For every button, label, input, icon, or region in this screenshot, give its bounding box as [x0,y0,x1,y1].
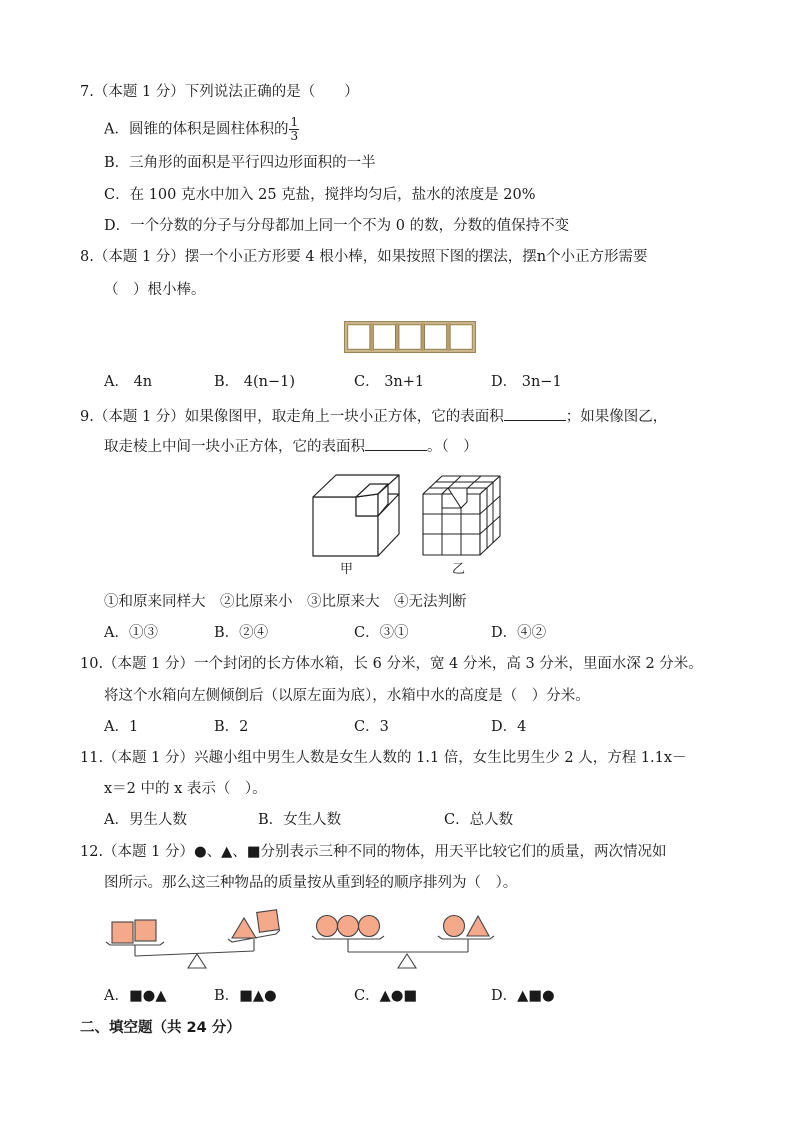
q7-option-d[interactable]: D．一个分数的分子与分母都加上同一个不为 0 的数，分数的值保持不变 [104,218,570,234]
cube-corner-removed-figure [310,472,402,560]
q11-stem-line2: x＝2 中的 x 表示（ ）。 [104,781,267,797]
q9-blank-2[interactable] [365,436,427,451]
q8-option-c[interactable]: C． 3n+1 [354,374,425,390]
figure-label-yi: 乙 [452,562,466,577]
q7-option-a[interactable] [104,116,299,143]
stick-squares-figure [344,320,476,354]
q9-choice-list: ①和原来同样大 ②比原来小 ③比原来大 ④无法判断 [104,594,467,610]
q12-stem-line2: 图所示。那么这三种物品的质量按从重到轻的顺序排列为（ ）。 [104,875,518,891]
q10-option-b[interactable]: B．2 [214,719,249,735]
fraction-one-third: $\frac{1}{3}$ [290,115,299,143]
q9-option-c[interactable]: C．③① [354,625,409,641]
q12-option-a[interactable]: A．■●▲ [104,988,167,1004]
triangle-icon [232,918,256,938]
circle-icon [359,916,380,937]
triangle-icon [467,916,489,936]
q10-option-a[interactable]: A．1 [104,719,139,735]
q12-stem-line1: 12.（本题 1 分）●、▲、■分别表示三种不同的物体，用天平比较它们的质量，两次情况如 [80,844,667,860]
circle-icon [444,916,465,937]
q9-stem-line1: 9.（本题 1 分）如果像图甲，取走角上一块小正方体，它的表面积 ；如果像图乙， [80,406,667,427]
q7-stem: 7.（本题 1 分）下列说法正确的是（ ） [80,84,359,100]
q10-option-c[interactable]: C．3 [354,719,389,735]
q11-option-c[interactable]: C．总人数 [444,812,514,828]
q10-option-d[interactable]: D．4 [491,719,527,735]
q10-stem-line2: 将这个水箱向左侧倾倒后（以原左面为底），水箱中水的高度是（ ）分米。 [104,688,590,704]
balance-scale-1 [104,906,286,972]
q7-option-c[interactable]: C．在 100 克水中加入 25 克盐，搅拌均匀后，盐水的浓度是 20% [104,187,536,203]
balance-scale-2 [310,906,498,972]
q9-option-d[interactable]: D．④② [491,625,547,641]
q12-option-b[interactable]: B．■▲● [214,988,277,1004]
q8-option-a[interactable]: A． 4n [104,374,153,390]
square-icon [112,922,133,943]
q8-stem-line1: 8.（本题 1 分）摆一个小正方形要 4 根小棒，如果按照下图的摆法，摆n个小正方形需要 [80,249,648,265]
square-icon [257,910,280,933]
section-heading-fill-in: 二、填空题（共 24 分） [80,1020,241,1036]
q12-option-c[interactable]: C．▲●■ [354,988,418,1004]
cube-edge-removed-figure [421,474,503,558]
q11-option-a[interactable]: A．男生人数 [104,812,187,828]
square-icon [135,920,156,941]
q10-stem-line1: 10.（本题 1 分）一个封闭的长方体水箱，长 6 分米，宽 4 分米，高 3 分米，里面水深 2 分米。 [80,656,703,672]
circle-icon [317,916,338,937]
figure-label-jia: 甲 [340,562,354,577]
q9-option-b[interactable]: B．②④ [214,625,269,641]
q8-option-d[interactable]: D． 3n−1 [491,374,562,390]
q7-option-a-text: A．圆锥的体积是圆柱体积的 [104,121,289,138]
q12-option-d[interactable]: D．▲■● [491,988,555,1004]
q9-blank-1[interactable] [504,406,566,421]
q8-stem-line2: （ ）根小棒。 [104,282,206,298]
q8-option-b[interactable]: B． 4(n−1) [214,374,296,390]
q7-option-b[interactable]: B．三角形的面积是平行四边形面积的一半 [104,155,376,171]
q9-stem-line2: 取走棱上中间一块小正方体，它的表面积 。（ ） [104,436,478,457]
q9-option-a[interactable]: A．①③ [104,625,158,641]
circle-icon [338,916,359,937]
q11-stem-line1: 11.（本题 1 分）兴趣小组中男生人数是女生人数的 1.1 倍，女生比男生少 2 人，方程 1.1x－ [80,750,687,766]
q11-option-b[interactable]: B．女生人数 [258,812,342,828]
